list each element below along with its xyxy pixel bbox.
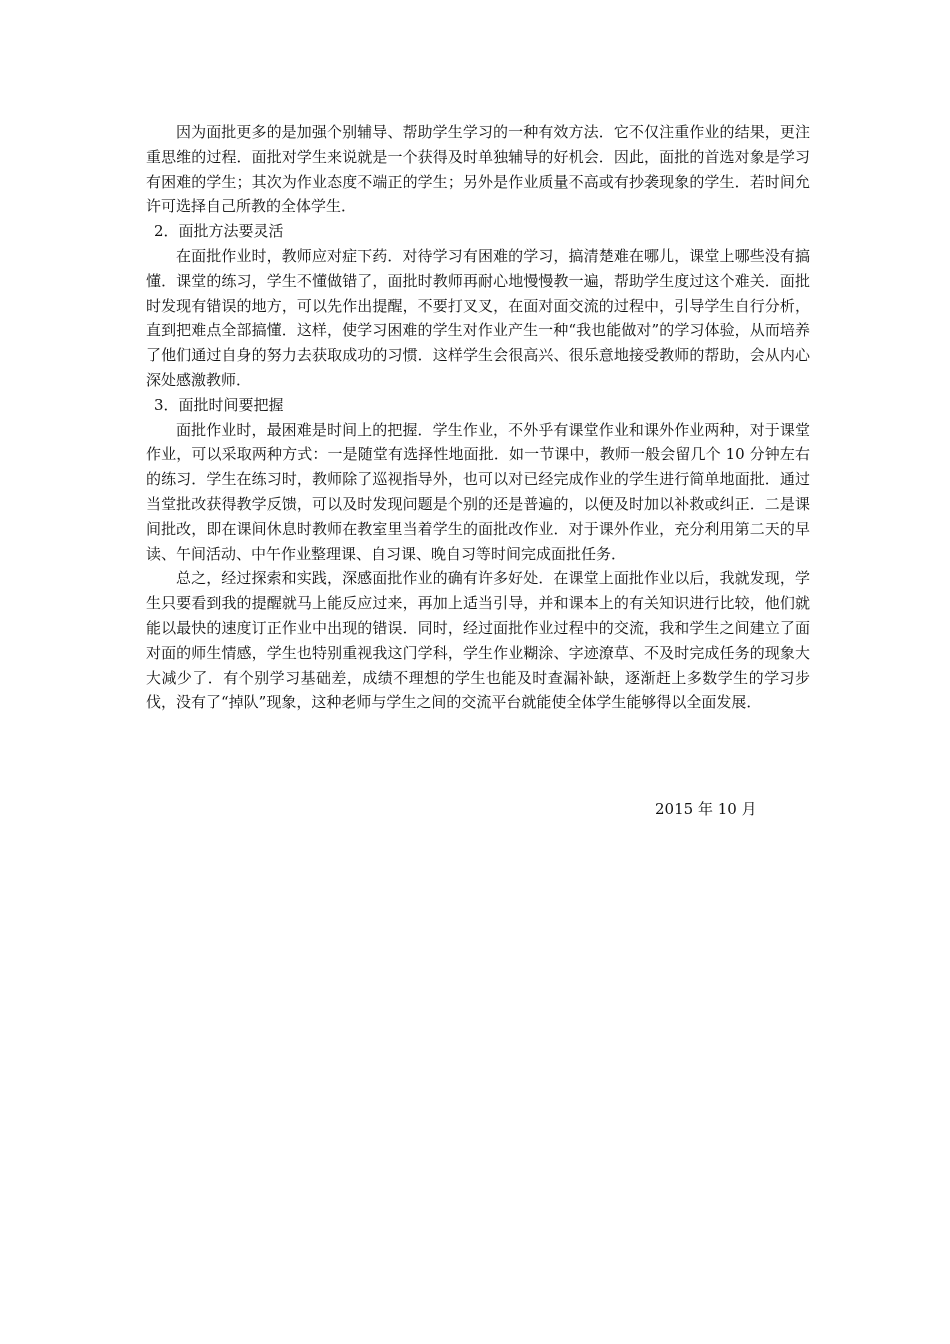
paragraph-2: 在面批作业时，教师应对症下药．对待学习有困难的学习，搞清楚难在哪儿，课堂上哪些没有搞懂．课堂的练习，学生不懂做错了，面批时教师再耐心地慢慢教一遍，帮助学生度过这个难关．面批时发现有错误的地方，可以先作出提醒，不要打叉叉，在面对面交流的过程中，引导学生自行分析，直到把难点全部搞懂．这样，使学习困难的学生对作业产生一种“我也能做对”的学习体验，从而培养了他们通过自身的努力去获取成功的习惯．这样学生会很高兴、很乐意地接受教师的帮助，会从内心深处感激教师． [146, 246, 810, 389]
section-heading-2: 2．面批方法要灵活 [154, 222, 284, 241]
document-date: 2015 年 10 月 [655, 800, 757, 818]
paragraph-1: 因为面批更多的是加强个别辅导、帮助学生学习的一种有效方法．它不仅注重作业的结果，更注重思维的过程．面批对学生来说就是一个获得及时单独辅导的好机会．因此，面批的首选对象是学习有困难的学生；其次为作业态度不端正的学生；另外是作业质量不高或有抄袭现象的学生．若时间允许可选择自己所教的全体学生． [146, 123, 810, 216]
paragraph-3: 面批作业时，最困难是时间上的把握．学生作业，不外乎有课堂作业和课外作业两种，对于课堂作业，可以采取两种方式：一是随堂有选择性地面批．如一节课中，教师一般会留几个 10 分钟左右的练习．学生在练习时，教师除了巡视指导外，也可以对已经完成作业的学生进行简单地面批．通过当堂批改获得教学反馈，可以及时发现问题是个别的还是普遍的，以便及时加以补救或纠正．二是课间批改，即在课间休息时教师在教室里当着学生的面批改作业．对于课外作业，充分利用第二天的早读、午间活动、中午作业整理课、自习课、晚自习等时间完成面批任务． [146, 420, 810, 563]
paragraph-4: 总之，经过探索和实践，深感面批作业的确有许多好处．在课堂上面批作业以后，我就发现，学生只要看到我的提醒就马上能反应过来，再加上适当引导，并和课本上的有关知识进行比较，他们就能以最快的速度订正作业中出现的错误．同时，经过面批作业过程中的交流，我和学生之间建立了面对面的师生情感，学生也特别重视我这门学科，学生作业糊涂、字迹潦草、不及时完成任务的现象大大减少了．有个别学习基础差，成绩不理想的学生也能及时查漏补缺，逐渐赶上多数学生的学习步伐，没有了“掉队”现象，这种老师与学生之间的交流平台就能使全体学生能够得以全面发展． [146, 569, 810, 712]
section-heading-3: 3．面批时间要把握 [154, 395, 284, 414]
document-body [146, 120, 810, 715]
